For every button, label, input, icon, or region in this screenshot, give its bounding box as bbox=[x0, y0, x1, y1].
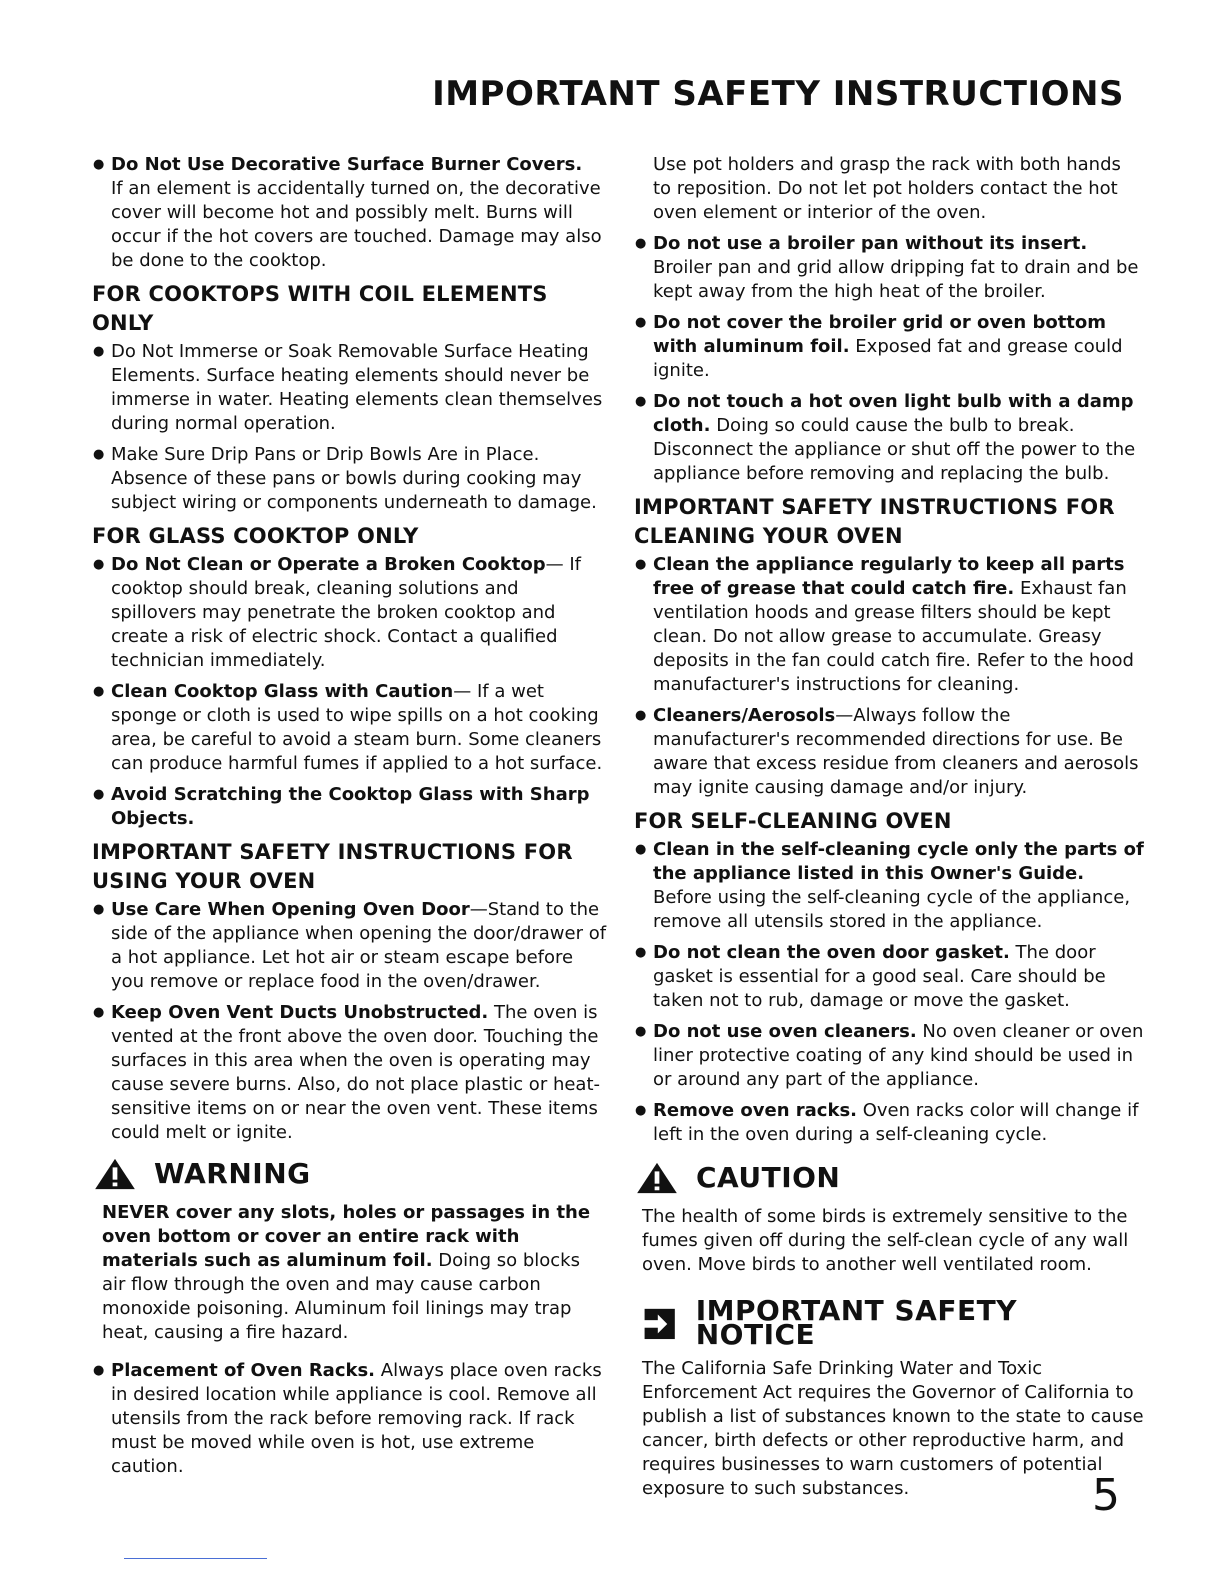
notice-label: IMPORTANT SAFETY NOTICE bbox=[695, 1294, 1017, 1351]
bullet-glass-caution bbox=[92, 680, 607, 776]
right-column bbox=[634, 153, 1144, 1515]
warning-triangle-icon bbox=[92, 1157, 138, 1191]
bullet-dot: ● bbox=[93, 1363, 105, 1378]
bullet-broiler-pan bbox=[634, 232, 1144, 304]
heading-coil-elements: FOR COOKTOPS WITH COIL ELEMENTS ONLY bbox=[92, 282, 548, 335]
bullet-bold: Remove oven racks. bbox=[653, 1100, 858, 1121]
bullet-broken-cooktop bbox=[92, 553, 607, 673]
bullet-text: No oven cleaner or oven liner protective coating of any kind should be used in or around any part of the appliance. bbox=[653, 1021, 1144, 1090]
bullet-bold: Clean in the self-cleaning cycle only the parts of the appliance listed in this Owner's Guide. bbox=[653, 839, 1144, 884]
warning-label: WARNING bbox=[154, 1157, 311, 1190]
heading-glass-cooktop: FOR GLASS COOKTOP ONLY bbox=[92, 524, 419, 548]
heading-self-cleaning: FOR SELF-CLEANING OVEN bbox=[634, 809, 952, 833]
warning-bold: NEVER cover any slots, holes or passages in the oven bottom or cover an entire rack with materials such as aluminum foil. bbox=[102, 1202, 591, 1271]
bullet-dot: ● bbox=[93, 557, 105, 572]
bullet-text: — If cooktop should break, cleaning solutions and spillovers may penetrate the broken cooktop and create a risk of electric shock. Contact a qualified technician immediately. bbox=[111, 554, 581, 671]
bullet-remove-racks bbox=[634, 1099, 1144, 1147]
bullet-text: The door gasket is essential for a good seal. Care should be taken not to rub, damage or move the gasket. bbox=[653, 942, 1106, 1011]
warning-heading bbox=[92, 1157, 607, 1191]
notice-body: The California Safe Drinking Water and Toxic Enforcement Act requires the Governor of California to publish a list of substances known to the state to cause cancer, birth defects or other reproductive harm, and requires businesses to warn customers of potential exposure to such substances. bbox=[642, 1358, 1144, 1499]
bullet-text: Doing so could cause the bulb to break. Disconnect the appliance or shut off the power to the appliance before removing and replacing the bulb. bbox=[653, 415, 1136, 484]
caution-heading bbox=[634, 1161, 1144, 1195]
bullet-dot: ● bbox=[93, 787, 105, 802]
bullet-text: Do Not Immerse or Soak Removable Surface Heating Elements. Surface heating elements should never be immerse in water. Heating elements clean themselves during normal operation. bbox=[111, 341, 603, 434]
bullet-text: Before using the self-cleaning cycle of the appliance, remove all utensils stored in the appliance. bbox=[653, 887, 1131, 932]
bullet-oven-door bbox=[92, 898, 607, 994]
warning-text: Doing so blocks air flow through the oven and may cause carbon monoxide poisoning. Aluminum foil linings may trap heat, causing a fire hazard. bbox=[102, 1250, 580, 1343]
bullet-dot: ● bbox=[635, 236, 647, 251]
bullet-scratching bbox=[92, 783, 607, 831]
bullet-bold: Cleaners/Aerosols bbox=[653, 705, 836, 726]
notice-arrow-icon bbox=[634, 1306, 680, 1340]
bullet-text: — If a wet sponge or cloth is used to wipe spills on a hot cooking area, be careful to avoid a steam burn. Some cleaners can produce harmful fumes if applied to a hot surface. bbox=[111, 681, 603, 774]
bullet-text: Always place oven racks in desired location while appliance is cool. Remove all utensils from the rack before removing rack. If rack must be moved while oven is hot, use extreme caution. bbox=[111, 1360, 602, 1477]
bullet-dot: ● bbox=[93, 157, 105, 172]
page-number: 5 bbox=[1092, 1470, 1120, 1521]
bullet-bold: Clean the appliance regularly to keep all parts free of grease that could catch fire. bbox=[653, 554, 1125, 599]
bullet-dot: ● bbox=[635, 1103, 647, 1118]
bullet-dot: ● bbox=[93, 447, 105, 462]
bullet-text: —Always follow the manufacturer's recommended directions for use. Be aware that excess residue from cleaners and aerosols may ignite causing damage and/or injury. bbox=[653, 705, 1139, 798]
heading-cleaning-oven: IMPORTANT SAFETY INSTRUCTIONS FOR CLEANING YOUR OVEN bbox=[634, 495, 1115, 548]
bullet-dot: ● bbox=[635, 708, 647, 723]
bullet-bold: Avoid Scratching the Cooktop Glass with Sharp Objects. bbox=[111, 784, 590, 829]
page-title: IMPORTANT SAFETY INSTRUCTIONS bbox=[432, 74, 1124, 114]
bullet-bold: Do not clean the oven door gasket. bbox=[653, 942, 1010, 963]
warning-body bbox=[102, 1201, 607, 1345]
bullet-dot: ● bbox=[635, 842, 647, 857]
bullet-broiler-foil bbox=[634, 311, 1144, 383]
notice-heading bbox=[634, 1294, 1144, 1351]
bullet-drip-pans bbox=[92, 443, 607, 515]
bullet-dot: ● bbox=[635, 394, 647, 409]
bullet-dot: ● bbox=[635, 315, 647, 330]
bullet-door-gasket bbox=[634, 941, 1144, 1013]
bullet-text: Exhaust fan ventilation hoods and grease filters should be kept clean. Do not allow grease to accumulate. Greasy deposits in the fan could catch fire. Refer to the hood manufacturer's instructions for cleaning. bbox=[653, 578, 1134, 695]
bullet-bold: Use Care When Opening Oven Door bbox=[111, 899, 470, 920]
bullet-oven-racks bbox=[92, 1359, 607, 1479]
left-column bbox=[92, 153, 607, 1486]
bullet-text: Exposed fat and grease could ignite. bbox=[653, 336, 1123, 381]
bullet-bold: Placement of Oven Racks. bbox=[111, 1360, 376, 1381]
bullet-bold: Do Not Use Decorative Surface Burner Covers. bbox=[111, 154, 583, 175]
bullet-text: Make Sure Drip Pans or Drip Bowls Are in Place. Absence of these pans or bowls during cooking may subject wiring or components underneath to damage. bbox=[111, 444, 597, 513]
bullet-bold: Keep Oven Vent Ducts Unobstructed. bbox=[111, 1002, 489, 1023]
bullet-bold: Do not cover the broiler grid or oven bottom with aluminum foil. bbox=[653, 312, 1107, 357]
bullet-bold: Do not touch a hot oven light bulb with a damp cloth. bbox=[653, 391, 1134, 436]
bullet-text: Broiler pan and grid allow dripping fat to drain and be kept away from the high heat of the broiler. bbox=[653, 257, 1139, 302]
bullet-immerse bbox=[92, 340, 607, 436]
bullet-bold: Clean Cooktop Glass with Caution bbox=[111, 681, 454, 702]
bullet-dot: ● bbox=[93, 344, 105, 359]
bullet-decorative-covers bbox=[92, 153, 607, 273]
caution-triangle-icon bbox=[634, 1161, 680, 1195]
bullet-clean-regularly bbox=[634, 553, 1144, 697]
bullet-dot: ● bbox=[635, 557, 647, 572]
bullet-bold: Do Not Clean or Operate a Broken Cooktop bbox=[111, 554, 546, 575]
bullet-dot: ● bbox=[93, 902, 105, 917]
heading-using-oven: IMPORTANT SAFETY INSTRUCTIONS FOR USING YOUR OVEN bbox=[92, 840, 573, 893]
bullet-oven-cleaners bbox=[634, 1020, 1144, 1092]
bullet-bold: Do not use a broiler pan without its insert. bbox=[653, 233, 1088, 254]
bullet-cleaners-aerosols bbox=[634, 704, 1144, 800]
bullet-text: —Stand to the side of the appliance when opening the door/drawer of a hot appliance. Let hot air or steam escape before you remove or replace food in the oven/drawer. bbox=[111, 899, 607, 992]
bullet-text: If an element is accidentally turned on, the decorative cover will become hot and possibly melt. Burns will occur if the hot covers are touched. Damage may also be done to the cooktop. bbox=[111, 178, 602, 271]
bullet-dot: ● bbox=[635, 1024, 647, 1039]
bullet-vent-ducts bbox=[92, 1001, 607, 1145]
bullet-bold: Do not use oven cleaners. bbox=[653, 1021, 917, 1042]
bullet-dot: ● bbox=[635, 945, 647, 960]
footer-rule bbox=[124, 1558, 267, 1559]
bullet-self-clean-parts bbox=[634, 838, 1144, 934]
bullet-dot: ● bbox=[93, 1005, 105, 1020]
caution-label: CAUTION bbox=[696, 1161, 841, 1194]
bullet-text: The oven is vented at the front above the oven door. Touching the surfaces in this area when the oven is operating may cause severe burns. Also, do not place plastic or heat-sensitive items on or near the oven vent. These items could melt or ignite. bbox=[111, 1002, 601, 1143]
continued-text: Use pot holders and grasp the rack with both hands to reposition. Do not let pot holders contact the hot oven element or interior of the oven. bbox=[653, 154, 1121, 223]
bullet-text: Oven racks color will change if left in the oven during a self-cleaning cycle. bbox=[653, 1100, 1139, 1145]
caution-body: The health of some birds is extremely sensitive to the fumes given off during the self-clean cycle of any wall oven. Move birds to another well ventilated room. bbox=[642, 1206, 1129, 1275]
bullet-light-bulb bbox=[634, 390, 1144, 486]
bullet-dot: ● bbox=[93, 684, 105, 699]
